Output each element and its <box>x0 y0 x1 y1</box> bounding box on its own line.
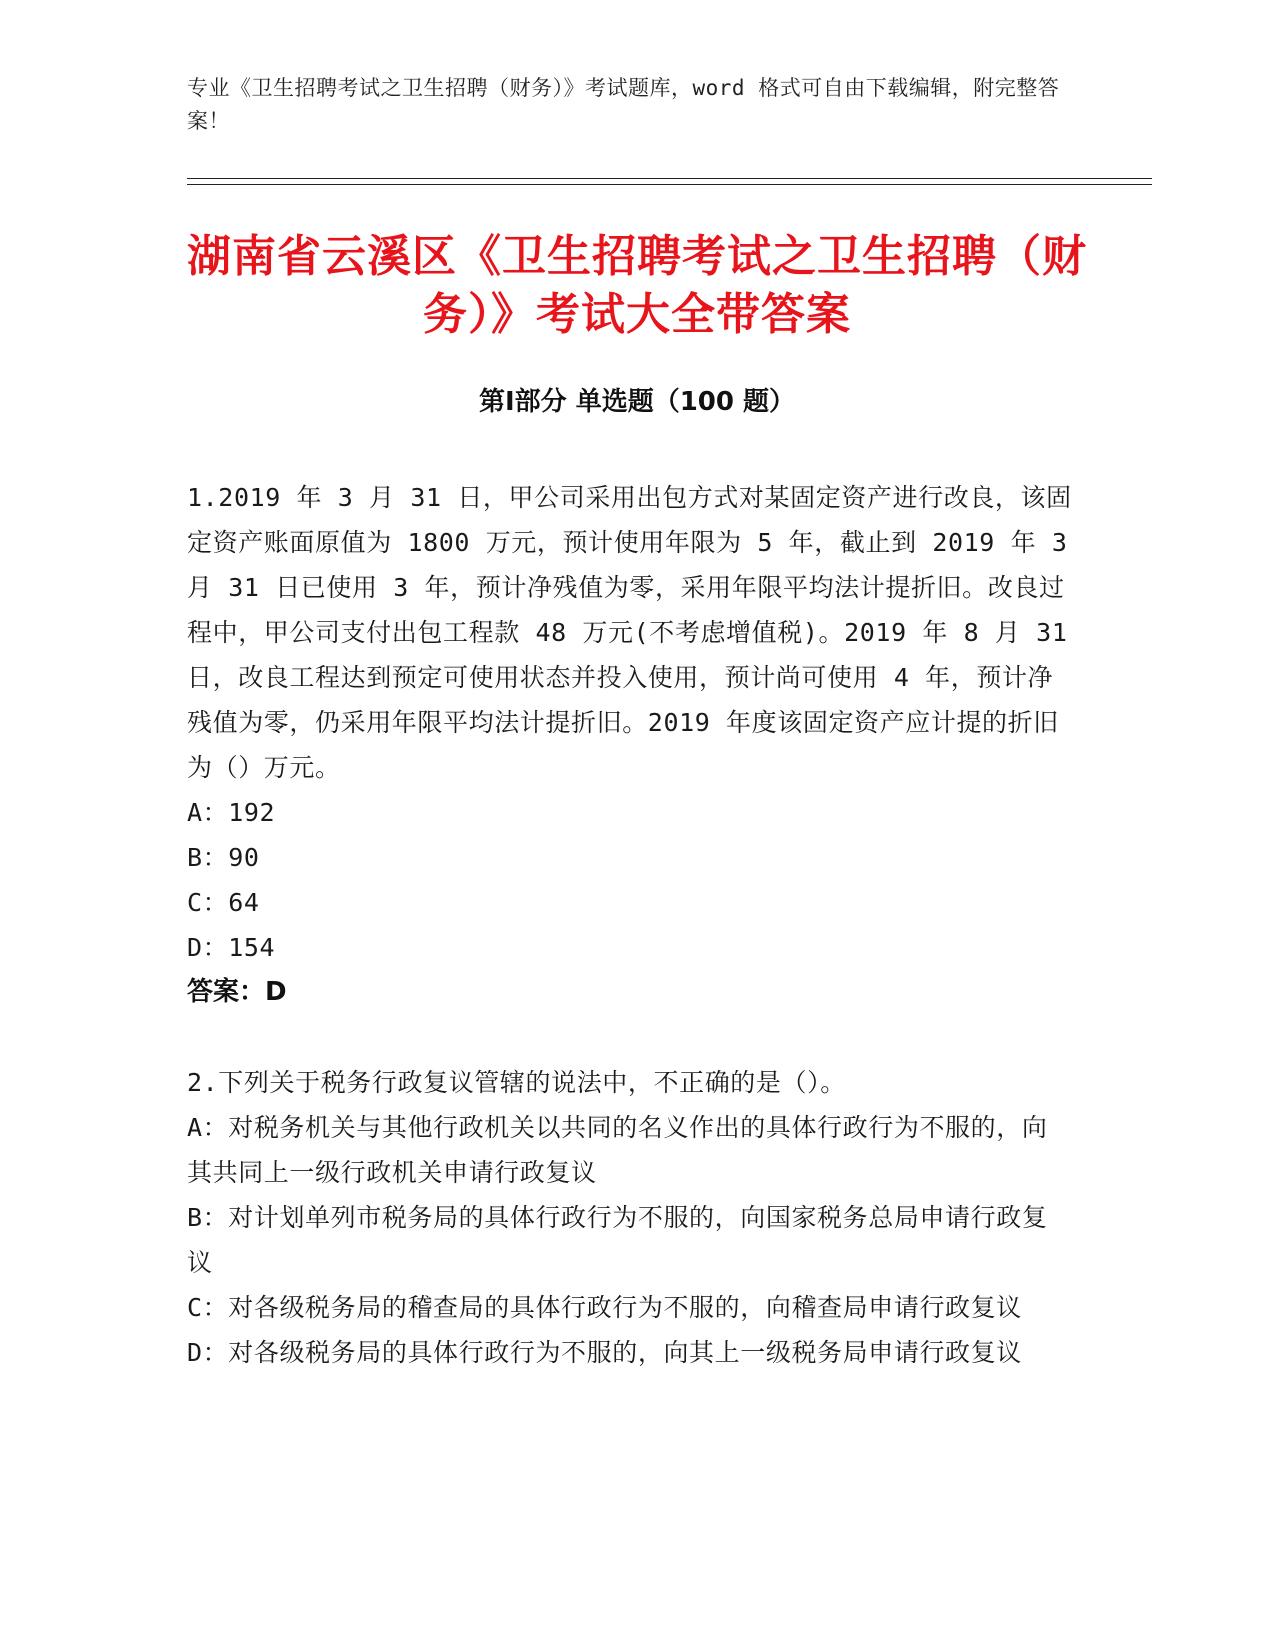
header-divider-bottom <box>187 184 1152 185</box>
option-d: D：对各级税务局的具体行政行为不服的，向其上一级税务局申请行政复议 <box>187 1338 1022 1367</box>
header-note: 专业《卫生招聘考试之卫生招聘（财务）》考试题库，word 格式可自由下载编辑，附完整答案！ <box>187 76 1060 133</box>
section-title: 第Ⅰ部分 单选题（100 题） <box>478 387 796 417</box>
option-a: A：对税务机关与其他行政机关以共同的名义作出的具体行政行为不服的，向其共同上一级行政机关申请行政复议 <box>187 1113 1048 1187</box>
option-c: C：对各级税务局的稽查局的具体行政行为不服的，向稽查局申请行政复议 <box>187 1293 1022 1322</box>
question-text: 1.2019 年 3 月 31 日，甲公司采用出包方式对某固定资产进行改良，该固定资产账面原值为 1800 万元，预计使用年限为 5 年，截止到 2019 年 3 月 31 日已使用 3 年，预计净残值为零，采用年限平均法计提折旧。改良过程中，甲公司支付出包工程款 48 万元(不考虑增值税)。2019 年 8 月 31 日，改良工程达到预定可使用状态并投入使用，预计尚可使用 4 年，预计净残值为零，仍采用年限平均法计提折旧。2019 年度该固定资产应计提的折旧为（）万元。 <box>187 483 1072 782</box>
option-b: B：90 <box>187 843 260 872</box>
option-d: D：154 <box>187 933 276 962</box>
question-1 <box>187 475 1072 1015</box>
question-list <box>187 475 1072 1375</box>
question-2 <box>187 1060 1072 1375</box>
question-text: 2.下列关于税务行政复议管辖的说法中，不正确的是（）。 <box>187 1068 846 1097</box>
option-a: A：192 <box>187 798 276 827</box>
header-divider-top <box>187 178 1152 179</box>
answer: 答案：D <box>187 977 287 1007</box>
option-c: C：64 <box>187 888 260 917</box>
option-b: B：对计划单列市税务局的具体行政行为不服的，向国家税务总局申请行政复议 <box>187 1203 1048 1277</box>
document-title: 湖南省云溪区《卫生招聘考试之卫生招聘（财务）》考试大全带答案 <box>187 231 1087 340</box>
